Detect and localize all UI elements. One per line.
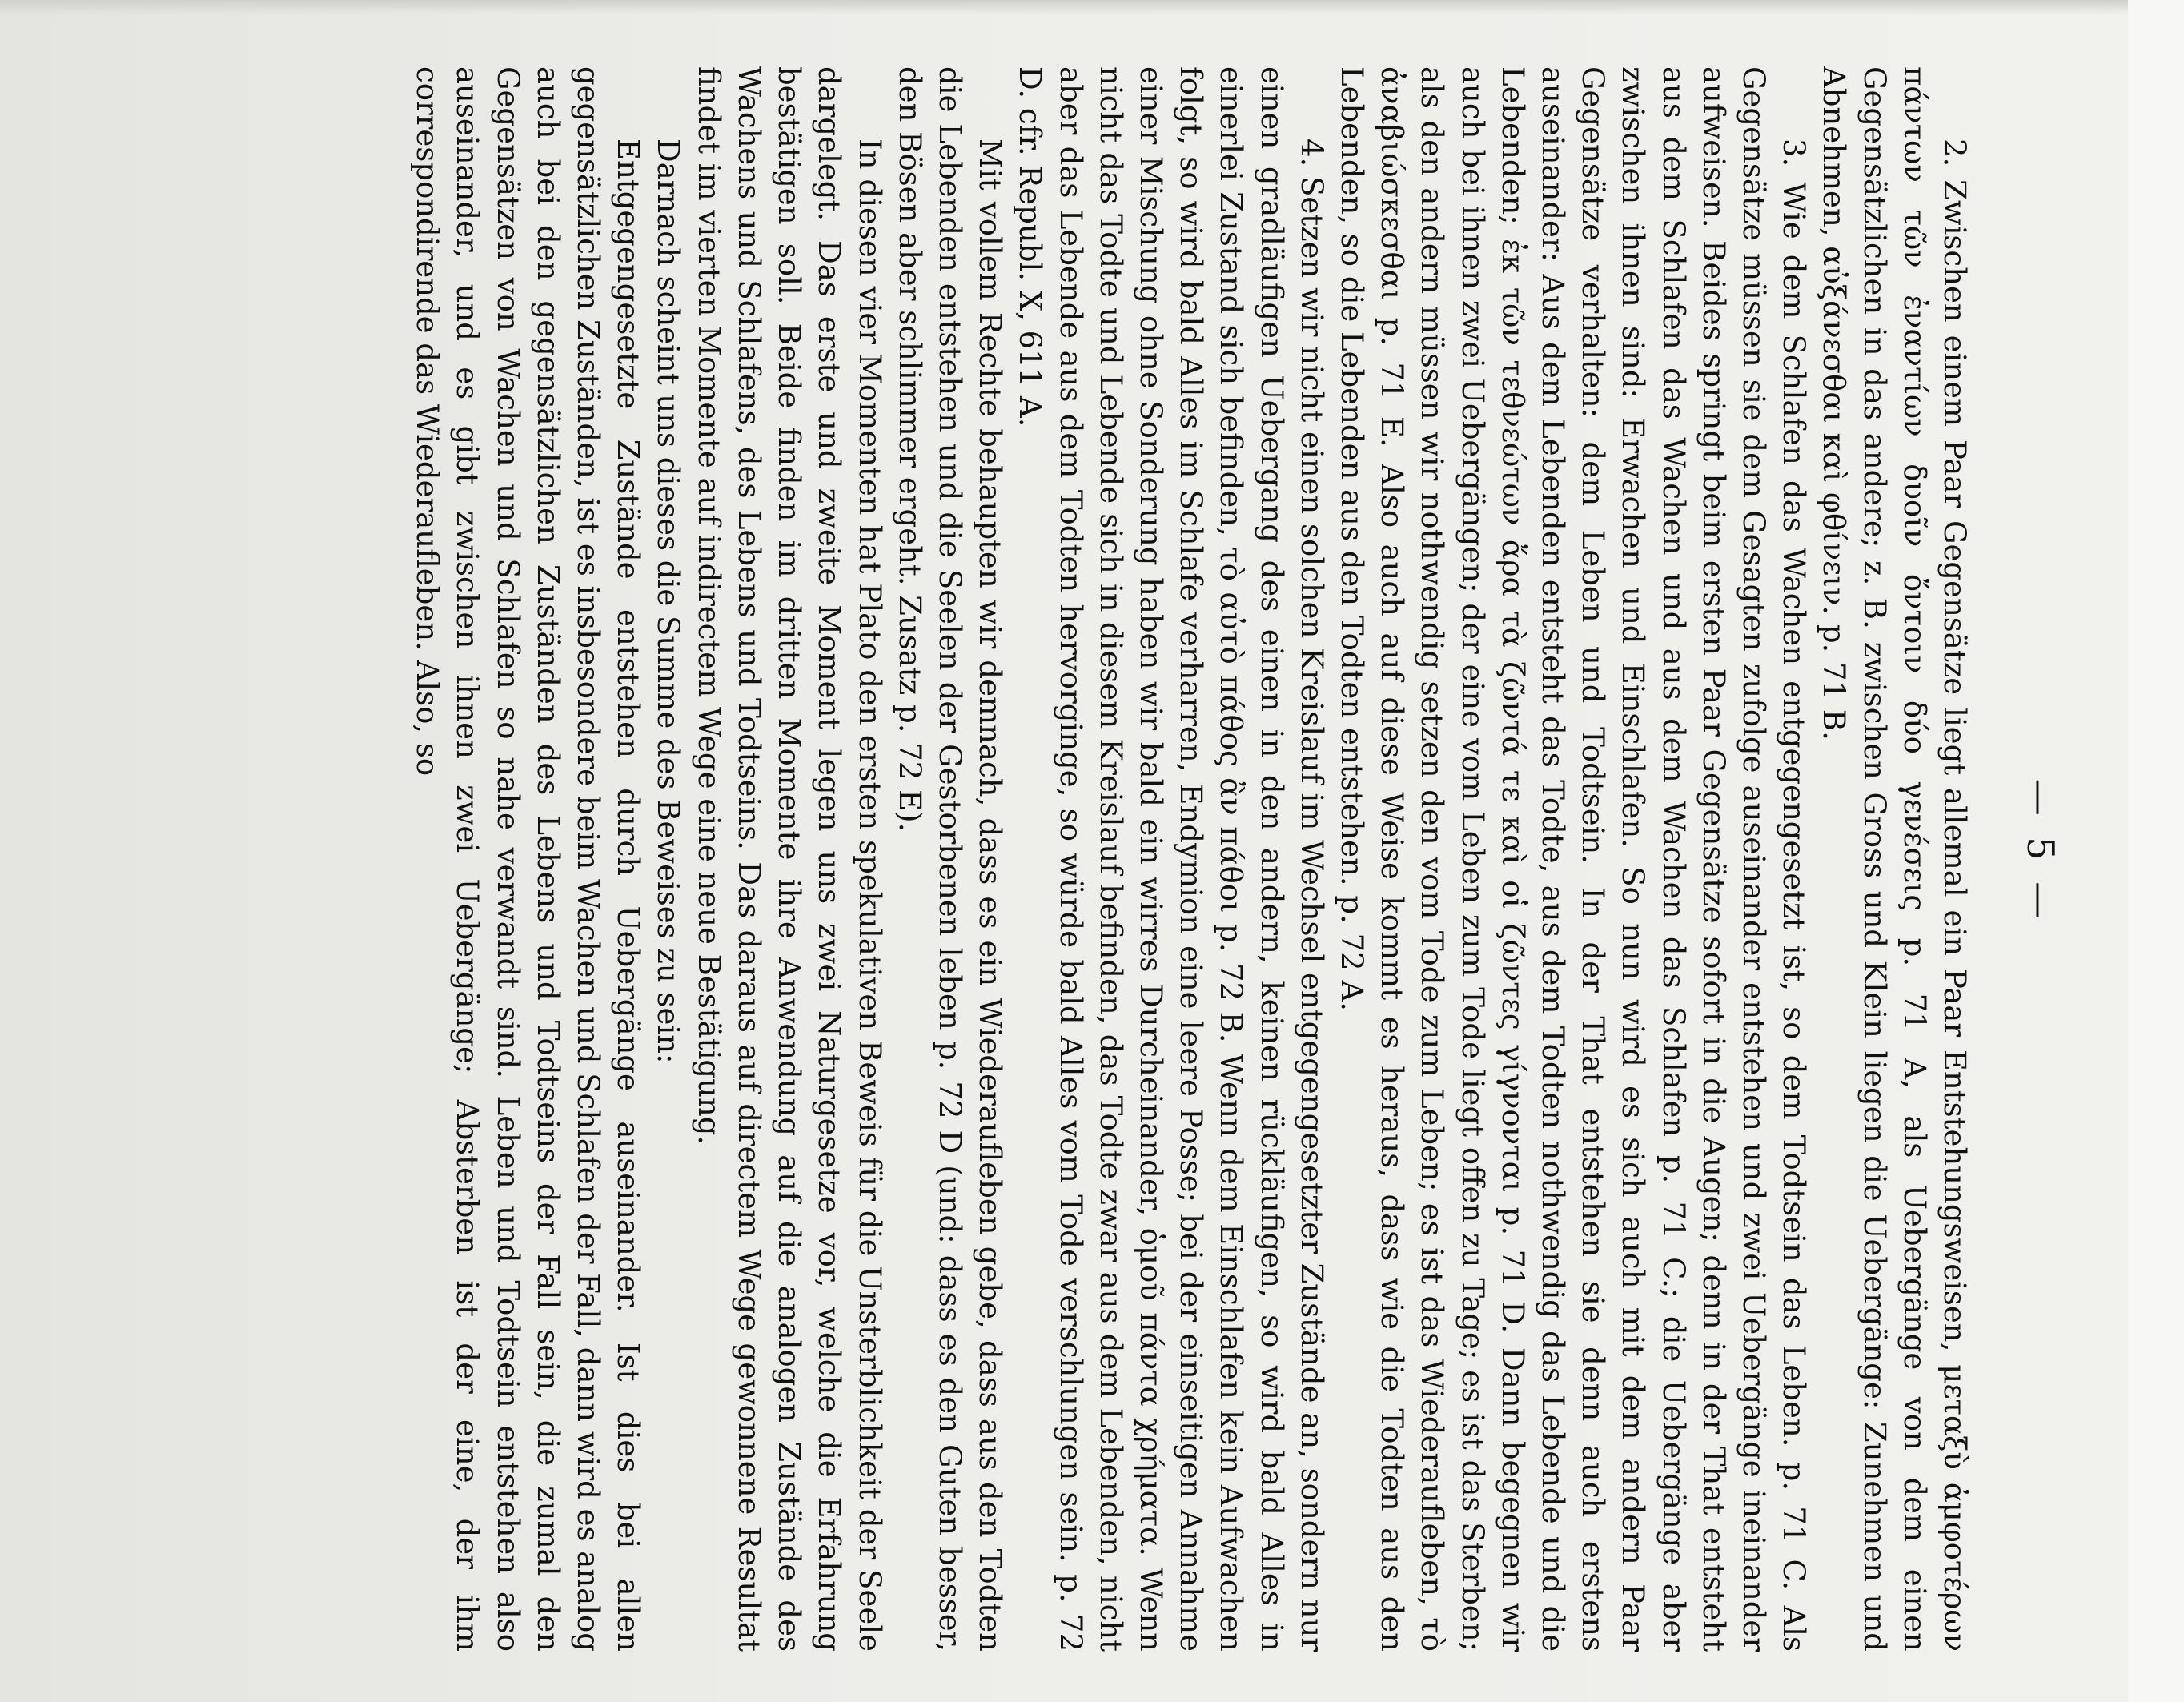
paragraph-4-kreislauf: 4. Setzen wir nicht einen solchen Kreislauf im Wechsel entgegengesetzter Zustände an, sondern nur einen gradläufigen Uebergang des einen in den andern, keinen rückläufigen, so wird bald Alles in einerlei Zustand sich befinden, τὸ αὐτὸ πάθος ἂν πάθοι p. 72 B. Wenn dem Einschlafen kein Aufwachen folgt, so wird bald Alles im Schlafe verharren, Endymion eine leere Posse; bei der einseitigen Annahme einer Mischung ohne Sonderung haben wir bald ein wirres Durcheinander, ὁμοῦ πάντα χρήματα. Wenn nicht das Todte und Lebende sich in diesem Kreislauf befinden, das Todte zwar aus dem Lebenden, nicht aber das Lebende aus dem Todten hervorginge, so würde bald Alles vom Tode verschlungen sein. p. 72 D. cfr. Republ. X, 611 A. [1013,66,1329,1652]
paragraph-3-schlafen-wachen: 3. Wie dem Schlafen das Wachen entgegengesetzt ist, so dem Todtsein das Leben. p. 71 C. Als Gegensätze müssen sie dem Gesagten zufolge auseinander entstehen und zwei Uebergänge ineinander aufweisen. Beides springt beim ersten Paar Gegensätze sofort in die Augen; denn in der That entsteht aus dem Schlafen das Wachen und aus dem Wachen das Schlafen p. 71 C.; die Uebergänge aber zwischen ihnen sind: Erwachen und Einschlafen. So nun wird es sich auch mit dem andern Paar Gegensätze verhalten: dem Leben und Todtsein. In der That entstehen sie denn auch erstens auseinander: Aus dem Lebenden entsteht das Todte, aus dem Todten nothwendig das Lebende und die Lebenden; ἐκ τῶν τεθνεώτων ἄρα τὰ ζῶντά τε καὶ οἱ ζῶντες γίγνονται p. 71 D. Dann begegnen wir auch bei ihnen zwei Uebergängen; der eine vom Leben zum Tode liegt offen zu Tage; es ist das Sterben; als den andern müssen wir nothwendig setzen den vom Tode zum Leben; es ist das Wiederaufleben, τὸ ἀναβιώσκεσθαι p. 71 E. Also auch auf diese Weise kommt es heraus, dass wie die Todten aus den Lebenden, so die Lebenden aus den Todten entstehen. p. 72 A. [1334,66,1812,1652]
page-number: — 5 — [2019,778,2062,924]
paragraph-conclusion: Mit vollem Rechte behaupten wir demnach, dass es ein Wiederaufleben gebe, dass aus den Todten die Lebenden entstehen und die Seelen der Gestorbenen leben p. 72 D (und: dass es den Guten besser, den Bösen aber schlimmer ergeht. Zusatz p. 72 E). [892,66,1008,1652]
body-text [125,66,1974,1652]
rotated-book-page [115,34,2069,1668]
scan-shadow-edge [0,0,2184,14]
paragraph-summary: Entgegengesetzte Zustände entstehen durch Uebergänge auseinander. Ist dies bei allen gegensätzlichen Zuständen, ist es insbesondere beim Wachen und Schlafen der Fall, dann wird es analog auch bei den gegensätzlichen Zuständen des Lebens und Todtseins der Fall sein, die zumal den Gegensätzen von Wachen und Schlafen so nahe verwandt sind. Leben und Todtsein entstehen also auseinander, und es gibt zwischen ihnen zwei Uebergänge; Absterben ist der eine, der ihm correspondirende das Wiederaufleben. Also, so [410,66,646,1652]
scan-margin [2128,0,2184,1702]
paragraph-four-moments: In diesen vier Momenten hat Plato den ersten spekulativen Beweis für die Unsterblichkeit der Seele dargelegt. Das erste und zweite Moment legen uns zwei Naturgesetze vor, welche die Erfahrung bestätigen soll. Beide finden im dritten Momente ihre Anwendung auf die analogen Zustände des Wachens und Schlafens, des Lebens und Todtseins. Das daraus auf directem Wege gewonnene Resultat findet im vierten Momente auf indirectem Wege eine neue Bestätigung. [691,66,887,1652]
paragraph-2-entstehungsweisen: 2. Zwischen einem Paar Gegensätze liegt allemal ein Paar Entstehungsweisen, μεταξὺ ἀμφοτέρων πάντων τῶν ἐναντίων δυοῖν ὄντοιν δύο γενέσεις p. 71 A, als Uebergänge von dem einen Gegensätzlichen in das andere; z. B. zwischen Gross und Klein liegen die Uebergänge: Zunehmen und Abnehmen, αὐξάνεσθαι καὶ φθίνειν. p. 71 B. [1817,66,1972,1652]
paragraph-summary-intro: Darnach scheint uns dieses die Summe des Beweises zu sein: [651,138,686,1064]
